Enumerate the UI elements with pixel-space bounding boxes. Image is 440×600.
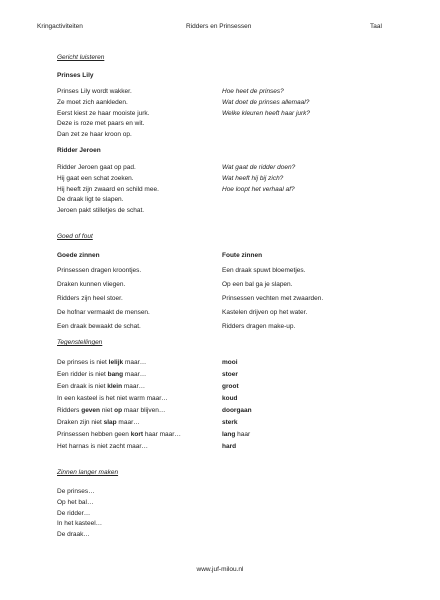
sentence-starter: Op het bal… <box>57 498 94 506</box>
bad-sentence: Op een bal ga je slapen. <box>222 281 293 288</box>
story2-lines <box>57 163 159 217</box>
story2-questions <box>222 163 295 195</box>
opposite-row: Een draak is niet klein maar… <box>57 383 146 390</box>
story1-question: Welke kleuren heeft haar jurk? <box>222 109 311 117</box>
header-right: Taal <box>370 23 382 30</box>
story2-question: Hoe loopt het verhaal af? <box>222 185 295 193</box>
story2-line: Ridder Jeroen gaat op pad. <box>57 164 136 171</box>
good-sentence: Draken kunnen vliegen. <box>57 281 126 288</box>
good-heading: Goede zinnen <box>57 252 100 259</box>
langer-list <box>57 487 102 541</box>
bad-sentence: Kastelen drijven op het water. <box>222 309 308 316</box>
opposite-row: Draken zijn niet slap maar… <box>57 419 140 426</box>
opposite-answer: stoer <box>222 371 238 378</box>
section-title-langer: Zinnen langer maken <box>57 469 119 476</box>
opposite-row: In een kasteel is het niet warm maar… <box>57 395 168 402</box>
section-title-gericht: Gericht luisteren <box>57 54 105 61</box>
bad-sentence: Prinsessen vechten met zwaarden. <box>222 295 324 302</box>
opposite-row: De prinses is niet lelijk maar… <box>57 359 147 366</box>
sentence-starter: De ridder… <box>57 509 91 517</box>
opposite-row: Prinsessen hebben geen kort haar maar… <box>57 431 181 438</box>
opposite-answer: koud <box>222 395 238 402</box>
section-title-goed-fout: Goed of fout <box>57 233 93 240</box>
sentence-starter: De draak… <box>57 531 90 539</box>
opposite-answer: lang haar <box>222 431 251 438</box>
opposite-answer: doorgaan <box>222 407 252 414</box>
opposite-answer: sterk <box>222 419 238 426</box>
opposite-row: Een ridder is niet bang maar… <box>57 371 147 378</box>
opposite-answer: hard <box>222 443 237 450</box>
header-left: Kringactiviteiten <box>37 23 83 30</box>
opposite-answer: groot <box>222 383 239 390</box>
story1-line: Prinses Lily wordt wakker. <box>57 88 132 95</box>
story2-heading: Ridder Jeroen <box>57 147 101 154</box>
bad-sentence: Een draak spuwt bloemetjes. <box>222 267 306 274</box>
opposite-answer: mooi <box>222 359 238 366</box>
sentence-starter: In het kasteel… <box>57 520 103 528</box>
story2-question: Wat heeft hij bij zich? <box>222 174 284 182</box>
story1-questions <box>222 87 310 119</box>
bad-sentence: Ridders dragen make-up. <box>222 323 296 330</box>
good-sentence: Een draak bewaakt de schat. <box>57 323 141 330</box>
story1-line: Eerst kiest ze haar mooiste jurk. <box>57 109 150 117</box>
story2-line: De draak ligt te slapen. <box>57 196 124 204</box>
story2-line: Hij heeft zijn zwaard en schild mee. <box>57 185 159 193</box>
good-sentence: Prinsessen dragen kroontjes. <box>57 267 142 274</box>
story1-line: Deze is roze met paars en wit. <box>57 120 145 128</box>
opposites-answers <box>222 357 252 453</box>
good-list <box>57 264 150 334</box>
story1-question: Wat doet de prinses allemaal? <box>222 98 310 106</box>
story1-question: Hoe heet de prinses? <box>222 88 284 95</box>
story2-question: Wat gaat de ridder doen? <box>222 164 296 171</box>
bad-list <box>222 264 323 334</box>
good-sentence: Ridders zijn heel stoer. <box>57 295 123 302</box>
story2-line: Jeroen pakt stilletjes de schat. <box>57 207 145 215</box>
story1-lines <box>57 87 149 141</box>
bad-heading: Foute zinnen <box>222 252 263 259</box>
opposite-row: Het harnas is niet zacht maar… <box>57 443 149 450</box>
sentence-starter: De prinses… <box>57 488 95 495</box>
opposites-list <box>57 357 181 453</box>
section-title-tegenstellingen: Tegenstellingen <box>57 339 103 346</box>
story1-heading: Prinses Lily <box>57 72 94 79</box>
good-sentence: De hofnar vermaakt de mensen. <box>57 309 150 316</box>
story1-line: Dan zet ze haar kroon op. <box>57 131 132 139</box>
footer-url: www.juf-milou.nl <box>196 566 244 573</box>
header-center: Ridders en Prinsessen <box>186 23 252 30</box>
opposite-row: Ridders geven niet op maar blijven… <box>57 407 166 414</box>
story1-line: Ze moet zich aankleden. <box>57 98 128 106</box>
story2-line: Hij gaat een schat zoeken. <box>57 174 134 182</box>
